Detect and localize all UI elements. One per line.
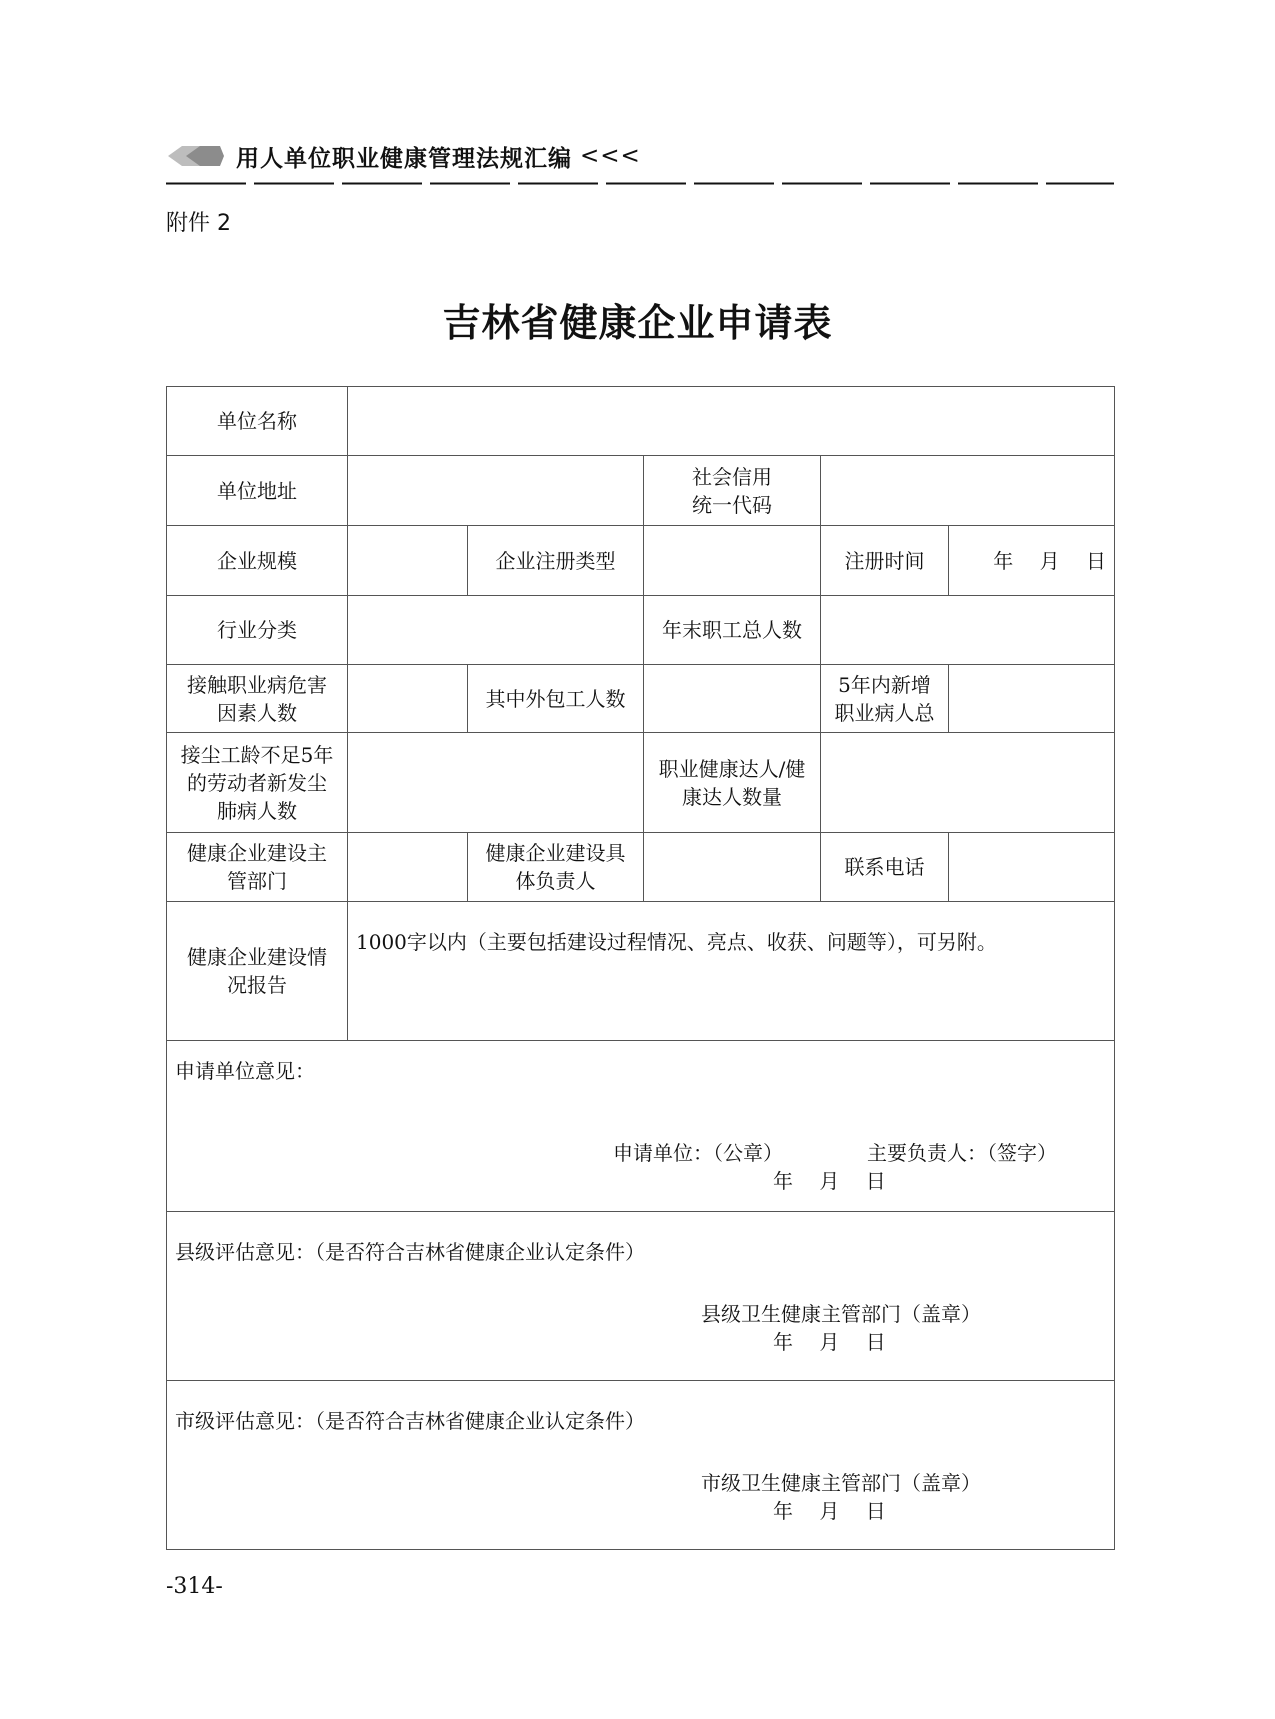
label-hazard-line2: 因素人数 <box>217 700 297 725</box>
row-hazard <box>167 665 1115 733</box>
label-person-line2: 体负责人 <box>515 869 596 893</box>
label-report <box>167 902 348 1041</box>
city-opinion-box[interactable] <box>167 1381 1115 1550</box>
label-reg-time: 注册时间 <box>821 526 949 596</box>
double-diamond-logo-icon <box>166 141 226 171</box>
label-dust <box>167 733 348 833</box>
label-person-line1: 健康企业建设具 <box>485 841 626 865</box>
label-credit-code <box>644 456 821 526</box>
field-health-achievers[interactable] <box>821 733 1115 833</box>
label-dust-line3: 肺病人数 <box>217 798 297 823</box>
row-department <box>167 833 1115 902</box>
label-credit-code-line1: 社会信用 <box>692 464 772 489</box>
header-dashed-rule <box>166 182 1114 185</box>
applicant-date: 年 月 日 <box>773 1169 886 1193</box>
label-hazard-exposed <box>167 665 348 733</box>
label-outsourced: 其中外包工人数 <box>468 665 644 733</box>
county-seal: 县级卫生健康主管部门（盖章） <box>701 1302 981 1326</box>
header-arrows: <<< <box>580 143 641 169</box>
label-new-cases-line2: 职业病人总 <box>834 700 935 725</box>
label-industry: 行业分类 <box>167 596 348 665</box>
row-unit-name <box>167 387 1115 456</box>
label-achievers-line2: 康达人数量 <box>682 784 782 809</box>
field-reg-time[interactable]: 年 月 日 <box>949 526 1115 596</box>
row-industry <box>167 596 1115 665</box>
field-industry[interactable] <box>348 596 644 665</box>
application-form-table <box>166 386 1115 1550</box>
row-scale <box>167 526 1115 596</box>
label-dept-line1: 健康企业建设主 <box>187 841 327 865</box>
field-department[interactable] <box>348 833 468 902</box>
row-county-opinion <box>167 1212 1115 1381</box>
row-report <box>167 902 1115 1041</box>
county-opinion-label: 县级评估意见：（是否符合吉林省健康企业认定条件） <box>175 1240 645 1264</box>
form-title: 吉林省健康企业申请表 <box>442 301 833 345</box>
label-new-cases <box>821 665 949 733</box>
applicant-person-signature: 主要负责人：（签字） <box>867 1141 1057 1165</box>
field-scale[interactable] <box>348 526 468 596</box>
county-date: 年 月 日 <box>773 1330 886 1354</box>
attachment-label: 附件 2 <box>166 211 231 236</box>
label-achievers-line1: 职业健康达人/健 <box>658 756 806 781</box>
field-report[interactable]: 1000字以内（主要包括建设过程情况、亮点、收获、问题等），可另附。 <box>348 902 1115 1041</box>
applicant-opinion-label: 申请单位意见： <box>175 1059 315 1083</box>
label-report-line1: 健康企业建设情 <box>187 945 327 969</box>
label-hazard-line1: 接触职业病危害 <box>187 672 327 697</box>
field-reg-type[interactable] <box>644 526 821 596</box>
row-unit-address <box>167 456 1115 526</box>
applicant-unit-seal: 申请单位：（公章） <box>613 1141 783 1165</box>
field-outsourced[interactable] <box>644 665 821 733</box>
label-department <box>167 833 348 902</box>
label-dust-line2: 的劳动者新发尘 <box>187 770 327 795</box>
page-number: -314- <box>166 1574 223 1599</box>
label-new-cases-line1: 5年内新增 <box>838 672 931 697</box>
field-total-staff[interactable] <box>821 596 1115 665</box>
label-phone: 联系电话 <box>821 833 949 902</box>
city-opinion-label: 市级评估意见：（是否符合吉林省健康企业认定条件） <box>175 1409 645 1433</box>
label-dust-line1: 接尘工龄不足5年 <box>180 742 334 767</box>
field-unit-address[interactable] <box>348 456 644 526</box>
row-dust <box>167 733 1115 833</box>
field-unit-name[interactable] <box>348 387 1115 456</box>
label-credit-code-line2: 统一代码 <box>692 492 772 517</box>
row-applicant-opinion <box>167 1041 1115 1212</box>
label-scale: 企业规模 <box>167 526 348 596</box>
label-report-line2: 况报告 <box>227 973 287 997</box>
city-date: 年 月 日 <box>773 1499 886 1523</box>
city-seal: 市级卫生健康主管部门（盖章） <box>701 1471 981 1495</box>
row-city-opinion <box>167 1381 1115 1550</box>
field-dust[interactable] <box>348 733 644 833</box>
label-reg-type: 企业注册类型 <box>468 526 644 596</box>
applicant-opinion-box[interactable] <box>167 1041 1115 1212</box>
label-unit-name: 单位名称 <box>167 387 348 456</box>
field-responsible-person[interactable] <box>644 833 821 902</box>
label-responsible-person <box>468 833 644 902</box>
book-title: 用人单位职业健康管理法规汇编 <box>236 145 572 172</box>
label-dept-line2: 管部门 <box>227 869 287 893</box>
running-header <box>166 138 641 174</box>
label-total-staff: 年末职工总人数 <box>644 596 821 665</box>
field-new-cases[interactable] <box>949 665 1115 733</box>
label-unit-address: 单位地址 <box>167 456 348 526</box>
county-opinion-box[interactable] <box>167 1212 1115 1381</box>
field-credit-code[interactable] <box>821 456 1115 526</box>
label-health-achievers <box>644 733 821 833</box>
field-phone[interactable] <box>949 833 1115 902</box>
field-hazard-exposed[interactable] <box>348 665 468 733</box>
